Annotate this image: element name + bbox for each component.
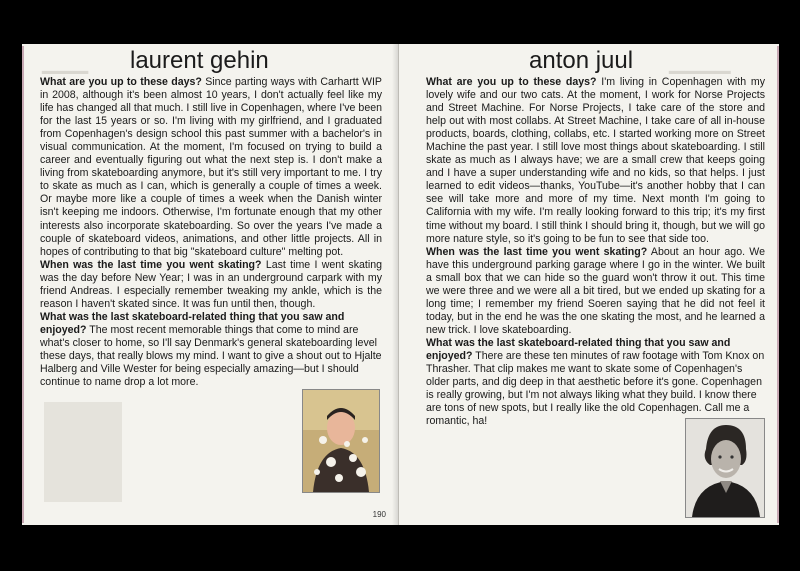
question: What are you up to these days?	[426, 76, 597, 88]
interview-paragraph	[40, 311, 382, 389]
interview-paragraph	[40, 259, 382, 311]
show-through-text: ▁▁▁▁	[669, 52, 731, 74]
interview-text	[40, 76, 382, 389]
question: When was the last time you went skating?	[40, 258, 262, 271]
interview-paragraph	[426, 337, 765, 428]
interview-paragraph	[40, 76, 382, 259]
question: When was the last time you went skating?	[426, 245, 648, 258]
portrait-photo	[302, 389, 380, 493]
right-page	[399, 44, 779, 525]
answer: There are these ten minutes of raw footage with Tom Knox on Thrasher. That clip makes me want to skate some of Copenhagen's older parts, and dig deep in that aesthetic before it's gone. Copenhagen is really growing, but I'm not always liking what they build. I know there are tons of new spots, but I really like the old Copenhagen. Call me a romantic, ha!	[426, 349, 765, 428]
question: What are you up to these days?	[40, 76, 202, 88]
show-through-text: ▁▁▁	[42, 52, 89, 74]
portrait-illustration	[303, 390, 379, 492]
answer: The most recent memorable things that come to mind are what's closer to home, so I'll say Denmark's general skateboarding level these days, that really blows my mind. I want to give a shout out to Hjalte Halberg and Ville Wester for being especially amazing—but I should continue to name drop a lot more.	[40, 323, 382, 389]
show-through-image	[44, 402, 122, 502]
page-edge	[22, 46, 24, 523]
question: What was the last skateboard-related thing that you saw and enjoyed?	[40, 310, 345, 336]
page-edge	[777, 46, 779, 523]
portrait-illustration	[686, 419, 764, 517]
question: What was the last skateboard-related thing that you saw and enjoyed?	[426, 336, 731, 362]
portrait-photo	[685, 418, 765, 518]
interviewee-name: anton juul	[529, 47, 634, 74]
answer: Last time I went skating was the day before New Year; I was in an underground carpark with my friend Andreas. I especially remember tweaking my ankle, which is the reason I haven't skated since. It was fun until then, though.	[40, 258, 382, 310]
answer: I'm living in Copenhagen with my lovely wife and our two cats. At the moment, I work for Norse Projects and Street Machine. For Norse Projects, I take care of the store and help out with most collabs. At Street Machine, I take care of all in-house products, boards, clothing, collabs, etc. I started working more on Street Machine the past year. I still love most things about skateboarding. I still skate as much as I always have; we are a small crew that keeps going and I have a super understanding wife and no kids, so that helps. I just learned to edit videos—thanks, YouTube—it's another hobby that I can see will take more and more of my time. Next month I'm going to California with my wife. I'm really looking forward to this trip; it's my first time without my board. I still think I should bring it, though, but we will go more nature style, so it's going to be fun to see that side too.	[426, 76, 765, 245]
interview-paragraph	[426, 246, 765, 337]
magazine-spread	[22, 44, 779, 525]
interview-paragraph	[426, 76, 765, 246]
page-number: 190	[372, 510, 386, 519]
interviewee-name: laurent gehin	[130, 47, 269, 74]
answer: Since parting ways with Carhartt WIP in 2008, although it's been almost 10 years, I don't actually feel like my life has changed all that much. I still live in Copenhagen, where I've been for the last 15 years or so. I'm living with my girlfriend, and I graduated from Copenhagen's design school this past summer with a bachelor's in visual communication. At the moment, I'm focused on trying to build a career and eventually figuring out what the next step is. I don't make a living from skateboarding anymore, but it's still very important to me. I try to skate as much as I can, which is generally a couple of times a week. Or maybe more like a couple of times a week when the Danish winter isn't keeping me indoors. Otherwise, I'm fortunate enough that my other interests also incorporate skateboarding. So over the years I've made a couple of skateboard videos, animations, and other little projects. All in hopes of contributing to that big "skateboard culture" melting pot.	[40, 76, 383, 258]
answer: About an hour ago. We have this underground parking garage where I go in the winter. We built a small box that we can hide so the guard won't throw it out. This time we were three and we were all a bit tired, but we ended up skating for a long time; I remember my friend Soeren saying that he did not feel it today, but in the end he was the one skating the most, and he learned a new trick. I love skateboarding.	[426, 245, 766, 336]
left-page	[22, 44, 399, 525]
interview-text	[426, 76, 765, 428]
